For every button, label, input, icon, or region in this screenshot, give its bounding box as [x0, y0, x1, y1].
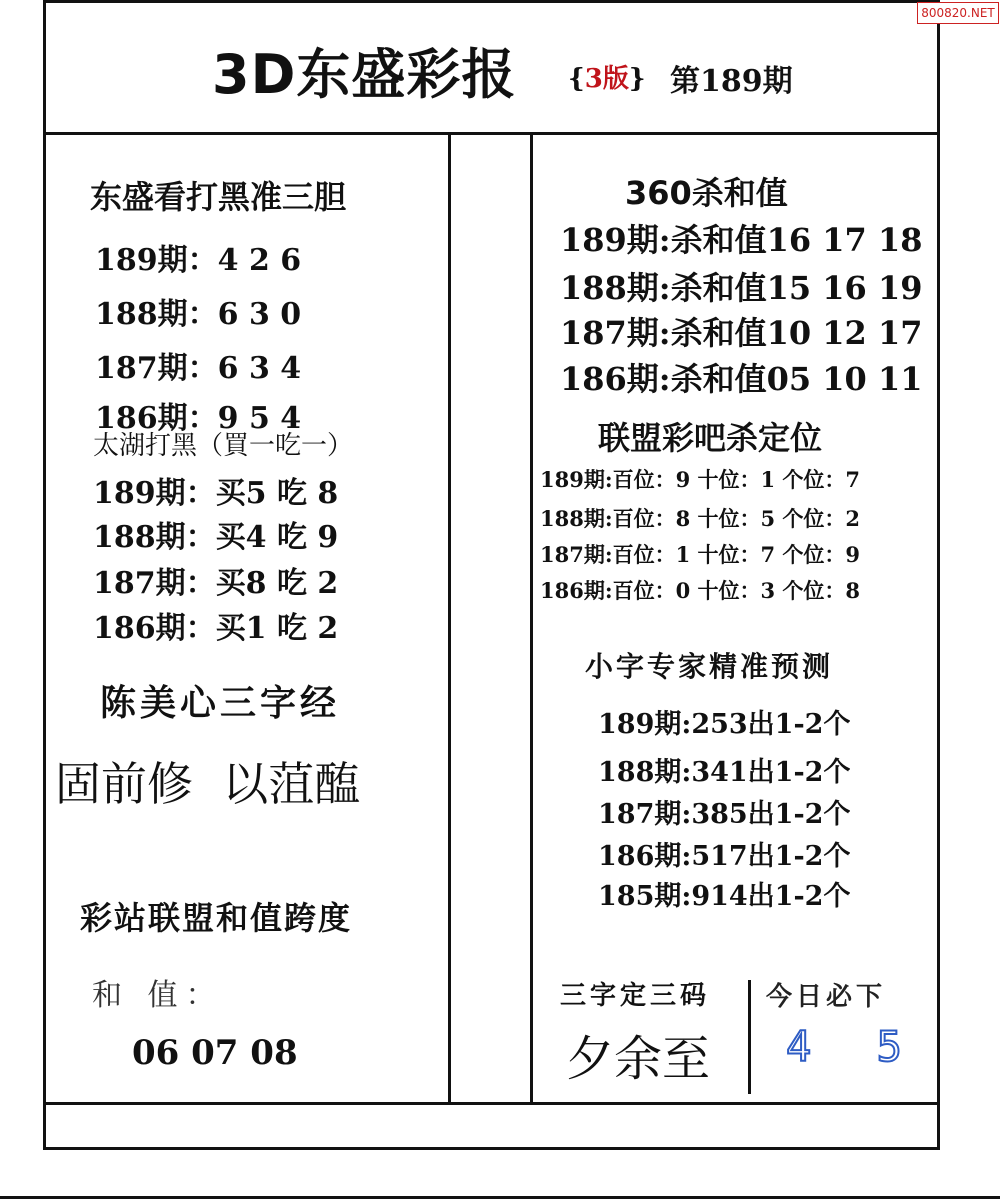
sanzi-title: 三字定三码	[560, 981, 711, 1011]
lianmeng-row: 186期:百位：0 十位：3 个位：8	[540, 578, 861, 603]
lianmeng-row: 189期:百位：9 十位：1 个位：7	[540, 467, 861, 492]
lianmeng-row: 187期:百位：1 十位：7 个位：9	[540, 542, 861, 567]
dongsheng-row: 186期：9 5 4	[95, 401, 302, 436]
chen-verse: 固前修 以菹醢	[55, 757, 361, 811]
dongsheng-row: 188期：6 3 0	[95, 297, 302, 332]
xiaozi-row: 188期:341出1-2个	[598, 757, 851, 788]
page-bottom-rule	[0, 1196, 1000, 1199]
edition-label	[568, 58, 646, 95]
lianmeng-row: 188期:百位：8 十位：5 个位：2	[540, 506, 861, 531]
column-divider-right	[530, 134, 533, 1104]
edition-open-brace: {	[568, 64, 585, 94]
today-digits: 4 5	[786, 1022, 922, 1071]
edition-close-brace: }	[628, 64, 646, 94]
taihu-row: 187期：买8 吃 2	[93, 566, 339, 601]
today-title: 今日必下	[766, 982, 887, 1012]
kill360-row: 188期:杀和值15 16 19	[560, 269, 923, 307]
dongsheng-row: 187期：6 3 4	[95, 351, 302, 386]
caizhan-title: 彩站联盟和值跨度	[80, 899, 353, 937]
xiaozi-row: 187期:385出1-2个	[598, 799, 851, 830]
watermark-badge: 800820.NET	[917, 2, 999, 24]
edition-text: 3版	[584, 64, 629, 94]
taihu-row: 189期：买5 吃 8	[93, 476, 339, 511]
xiaozi-row: 185期:914出1-2个	[598, 881, 851, 912]
taihu-row: 186期：买1 吃 2	[93, 611, 339, 646]
footer-divider-bottom	[45, 1147, 938, 1150]
sum-values: 06 07 08	[132, 1033, 298, 1073]
page-title: 3D东盛彩报	[212, 43, 517, 106]
kill360-title: 360杀和值	[625, 174, 788, 212]
frame-left	[43, 0, 46, 1150]
dongsheng-title: 东盛看打黑准三胆	[90, 178, 347, 216]
taihu-title: 太湖打黑（買一吃一）	[93, 431, 354, 461]
header-divider	[45, 132, 938, 135]
kill360-row: 186期:杀和值05 10 11	[560, 360, 923, 398]
frame-top	[45, 0, 940, 3]
xiaozi-row: 189期:253出1-2个	[598, 709, 851, 740]
lianmeng-title: 联盟彩吧杀定位	[598, 419, 823, 457]
dongsheng-row: 189期：4 2 6	[95, 243, 302, 278]
chen-title: 陈美心三字经	[100, 683, 341, 724]
xiaozi-title: 小字专家精准预测	[585, 650, 834, 683]
sanzi-value: 夕余至	[566, 1031, 711, 1087]
footer-divider-top	[45, 1102, 938, 1105]
column-divider-left	[448, 134, 451, 1104]
bottom-box-divider	[748, 980, 751, 1094]
kill360-row: 187期:杀和值10 12 17	[560, 314, 923, 352]
sum-label: 和 值：	[92, 978, 224, 1013]
issue-number: 第189期	[670, 64, 793, 99]
kill360-row: 189期:杀和值16 17 18	[560, 221, 923, 259]
frame-right	[937, 0, 940, 1150]
xiaozi-row: 186期:517出1-2个	[598, 841, 851, 872]
taihu-row: 188期：买4 吃 9	[93, 520, 339, 555]
